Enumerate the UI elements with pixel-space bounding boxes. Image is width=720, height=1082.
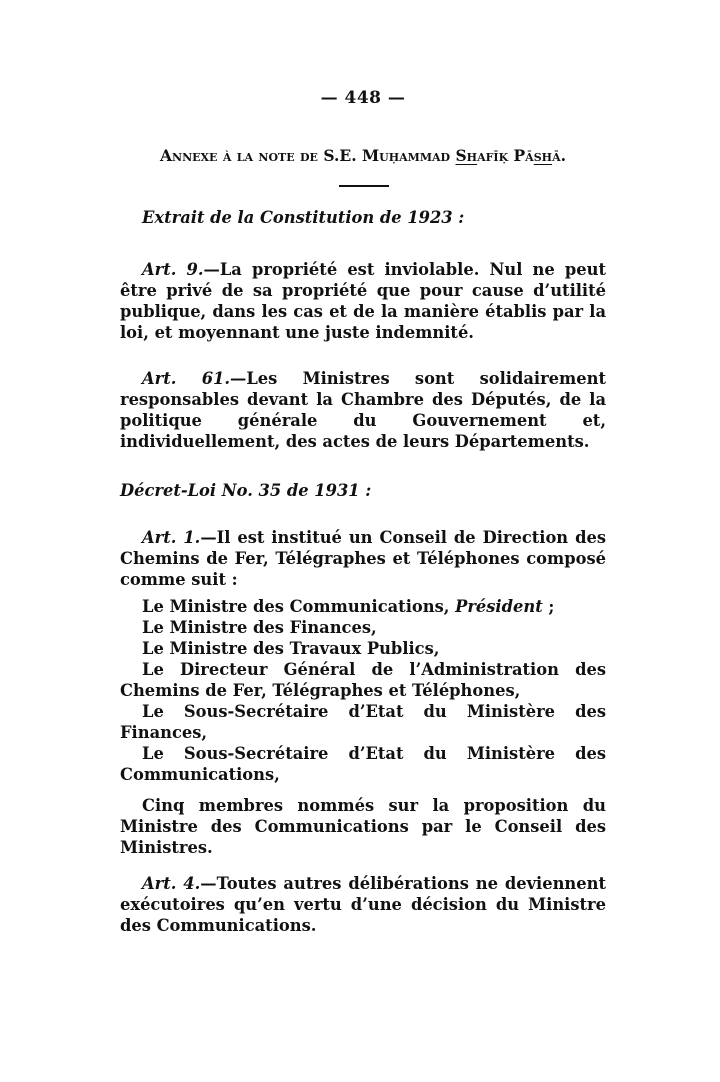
article-label: Art. 4. — [142, 874, 201, 893]
member-item — [120, 596, 606, 617]
member-item: Le Sous-Secrétaire d’Etat du Ministère des Communications, — [120, 744, 606, 784]
member-item: Le Ministre des Finances, — [142, 618, 377, 637]
member-text: Le Ministre des Communications, — [142, 597, 456, 616]
article-text: —La propriété est inviolable. Nul ne peut être privé de sa propriété que pour cause d’utilité publique, dans les cas et de la manière établis par la loi, et moyennant une juste indemnité. — [120, 260, 606, 342]
article-text: —Il est institué un Conseil de Direction des Chemins de Fer, Télégraphes et Téléphones composé comme suit : — [120, 528, 606, 589]
constitution-section-title — [120, 207, 606, 228]
heading-underlined: sh — [533, 146, 553, 165]
member-item: Le Ministre des Travaux Publics, — [142, 639, 440, 658]
article-9 — [120, 259, 606, 343]
section-title: Extrait de la Constitution de 1923 : — [142, 208, 465, 227]
heading-divider — [339, 185, 389, 187]
article-1 — [120, 527, 606, 858]
heading-text: ā. — [552, 146, 566, 165]
member-item: Le Sous-Secrétaire d’Etat du Ministère des Finances, — [120, 702, 606, 742]
member-role: Président — [455, 597, 543, 616]
member-text: ; — [542, 597, 555, 616]
article-label: Art. 1. — [142, 528, 201, 547]
member-item: Le Directeur Général de l’Administration des Chemins de Fer, Télégraphes et Téléphones, — [120, 660, 606, 700]
section-title: Décret-Loi No. 35 de 1931 : — [120, 481, 372, 500]
member-item: Cinq membres nommés sur la proposition du Ministre des Communications par le Conseil des Ministres. — [120, 796, 606, 857]
article-4 — [120, 873, 606, 936]
heading-text: afīḳ Pā — [477, 146, 534, 165]
heading-underlined: Sh — [455, 146, 478, 165]
article-text: —Toutes autres délibérations ne deviennent exécutoires qu’en vertu d’une décision du Ministre des Communications. — [120, 874, 606, 935]
article-label: Art. 61. — [142, 369, 231, 388]
annex-heading — [120, 146, 606, 165]
article-61 — [120, 368, 606, 452]
page-number: — 448 — — [320, 88, 406, 108]
article-label: Art. 9. — [142, 260, 204, 279]
decree-section-title — [120, 480, 606, 501]
heading-text: Annexe à la note de S.E. Muḥammad — [159, 146, 456, 165]
article-text: —Les Ministres sont solidairement responsables devant la Chambre des Députés, de la politique générale du Gouvernement et, individuellement, des actes de leurs Départements. — [120, 369, 606, 451]
